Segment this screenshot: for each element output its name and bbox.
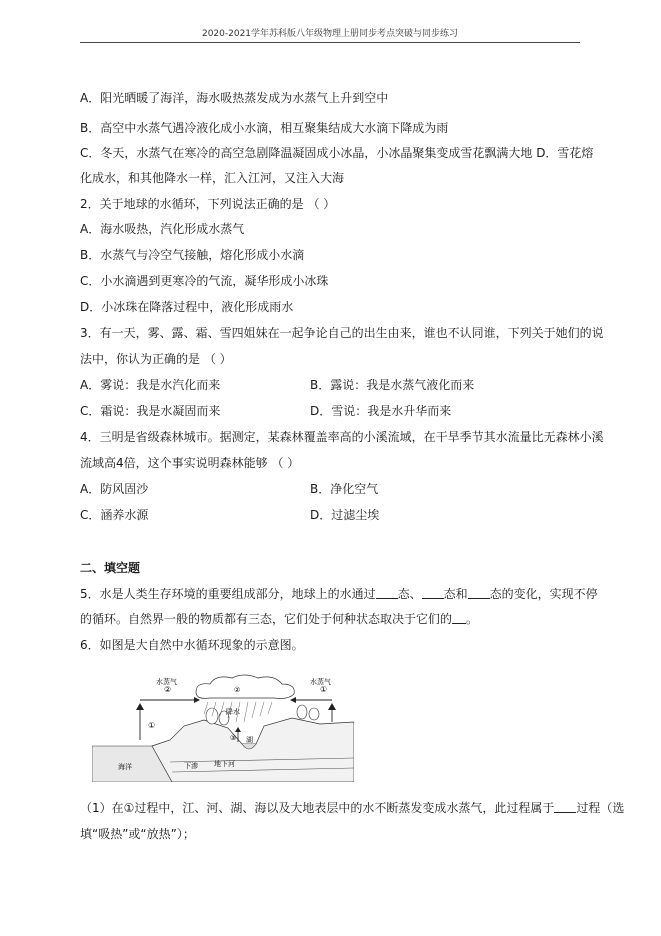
q3-row-ab <box>80 377 590 393</box>
q4-stem-line1: 4．三明是省级森林城市。据测定，某森林覆盖率高的小溪流域，在干旱季节其水流量比无森林小溪 <box>80 430 604 444</box>
q6-1-text-1: （1）在①过程中，江、河、湖、海以及大地表层中的水不断蒸发变成水蒸气，此过程属于 <box>80 801 555 815</box>
q6-stem: 6．如图是大自然中水循环现象的示意图。 <box>80 638 304 652</box>
q5-text-5: 的循环。自然界一般的物质都有三态，它们处于何种状态取决于它们的 <box>80 612 453 626</box>
q3-row-cd <box>80 403 590 419</box>
q3-option-d: D．雪说：我是水升华而来 <box>310 404 452 418</box>
water-cycle-figure <box>92 670 354 782</box>
q5-blank-1[interactable] <box>376 587 398 599</box>
q2-option-b: B．水蒸气与冷空气接触，熔化形成小水滴 <box>80 248 305 262</box>
q5-blank-2[interactable] <box>422 587 444 599</box>
q3-option-b: B．露说：我是水蒸气液化而来 <box>310 378 475 392</box>
q6-1-line2: 填“吸热”或“放热”）； <box>80 827 195 841</box>
q3-stem-line2: 法中，你认为正确的是 （ ） <box>80 352 232 366</box>
section-fill-in-title: 二、填空题 <box>80 561 141 575</box>
q4-option-b: B．净化空气 <box>310 482 379 496</box>
q5-text-4: 态的变化，实现不停 <box>489 587 598 601</box>
q3-stem-line1: 3．有一天，雾、露、霜、雪四姐妹在一起争论自己的出生由来，谁也不认同谁，下列关于她们的说 <box>80 326 604 340</box>
circle-2-label: ② <box>164 685 172 694</box>
q5-text-6: 。 <box>466 612 479 626</box>
page-header: 2020-2021学年苏科版八年级物理上册同步考点突破与同步练习 <box>80 26 580 43</box>
underground-river-label: 地下河 <box>214 760 235 768</box>
q2-stem: 2．关于地球的水循环，下列说法正确的是 （ ） <box>80 197 336 211</box>
q5-text-3: 态和 <box>443 587 468 601</box>
circle-2b-label: ② <box>234 686 241 694</box>
sea-label: 海洋 <box>118 763 132 771</box>
q4-option-c: C．涵养水源 <box>80 508 149 522</box>
q4-row-cd <box>80 507 590 523</box>
q5-line2 <box>80 611 590 627</box>
circle-3-label: ③ <box>230 734 237 742</box>
q1-option-c-line2: 化成水，和其他降水一样，汇入江河，又注入大海 <box>80 171 345 185</box>
q6-1-line1 <box>80 800 625 816</box>
q2-option-c: C．小水滴遇到更寒冷的气流，凝华形成小冰珠 <box>80 274 329 288</box>
vapor-left-label: 水蒸气 <box>156 678 177 686</box>
q1-option-b: B．高空中水蒸气遇冷液化成小水滴，相互聚集结成大水滴下降成为雨 <box>80 121 449 135</box>
precipitation-label: 降水 <box>226 708 240 716</box>
q5-text-1: 5．水是人类生存环境的重要组成部分，地球上的水通过 <box>80 587 376 601</box>
q1-option-c-line1: C．冬天，水蒸气在寒冷的高空急剧降温凝固成小冰晶，小冰晶聚集变成雪花飘满大地 D．雪花熔 <box>80 146 594 160</box>
vapor-right-label: 水蒸气 <box>310 678 331 686</box>
q4-option-a: A．防风固沙 <box>80 482 149 496</box>
q6-1-blank[interactable] <box>554 801 576 813</box>
q3-option-a: A．雾说：我是水汽化而来 <box>80 378 221 392</box>
q4-stem-line2: 流域高4倍，这个事实说明森林能够 （ ） <box>80 456 300 470</box>
infiltration-label: 下渗 <box>184 762 198 770</box>
q4-option-d: D．过滤尘埃 <box>310 508 380 522</box>
q5-line1 <box>80 586 598 602</box>
q6-1-text-2: 过程（选 <box>576 801 625 815</box>
q5-blank-4[interactable] <box>452 612 466 624</box>
q5-text-2: 态、 <box>397 587 422 601</box>
lake-label: 湖 <box>246 736 253 744</box>
q4-row-ab <box>80 481 590 497</box>
q1-option-a: A．阳光晒暖了海洋，海水吸热蒸发成为水蒸气上升到空中 <box>80 91 389 105</box>
q5-blank-3[interactable] <box>468 587 490 599</box>
q2-option-d: D．小冰珠在降落过程中，液化形成雨水 <box>80 300 294 314</box>
q3-option-c: C．霜说：我是水凝固而来 <box>80 404 221 418</box>
circle-1-label: ① <box>148 721 156 730</box>
circle-1-right-label: ① <box>320 685 328 694</box>
q2-option-a: A．海水吸热，汽化形成水蒸气 <box>80 222 245 236</box>
